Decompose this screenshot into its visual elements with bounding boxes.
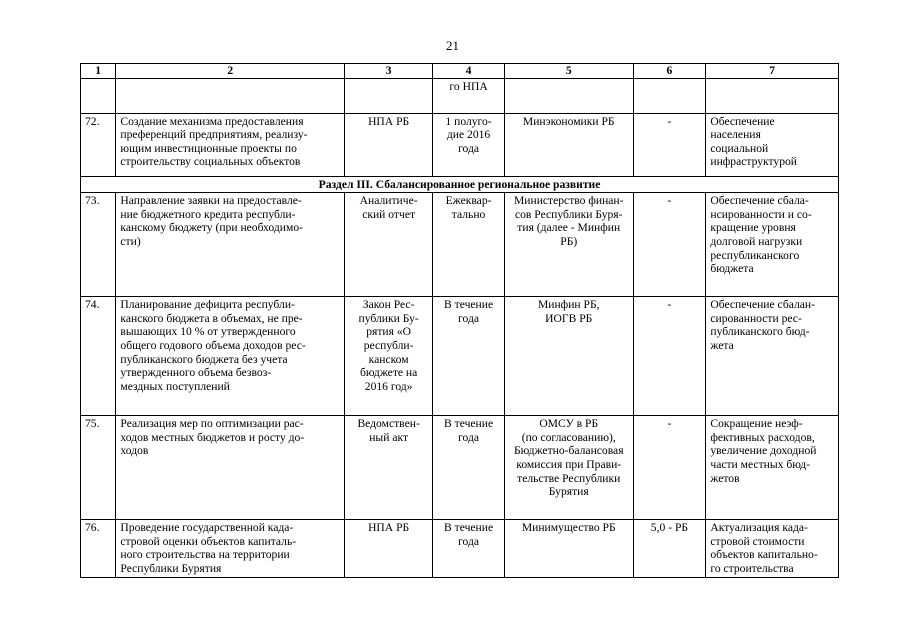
funding-cell: - [633, 416, 706, 520]
column-header: 1 [81, 64, 116, 79]
row-number: 74. [81, 297, 116, 416]
executor-cell: Минэкономики РБ [504, 113, 633, 176]
executor-cell: Минимущество РБ [504, 520, 633, 578]
row-number: 72. [81, 113, 116, 176]
form-cell: Аналитиче- ский отчет [345, 193, 433, 297]
table-row [81, 297, 839, 416]
row-number: 73. [81, 193, 116, 297]
funding-cell: - [633, 113, 706, 176]
column-header: 6 [633, 64, 706, 79]
section-row [81, 176, 839, 193]
page-number: 21 [446, 38, 459, 53]
column-header: 5 [504, 64, 633, 79]
action-cell: Проведение государственной када- стровой оценки объектов капиталь- ного строительства на территории Республики Бурятия [116, 520, 345, 578]
result-cell: Сокращение неэф- фективных расходов, увеличение доходной части местных бюд- жетов [706, 416, 839, 520]
result-cell: Обеспечение населения социальной инфраструктурой [706, 113, 839, 176]
funding-cell: 5,0 - РБ [633, 520, 706, 578]
result-cell: Обеспечение сбалан- сированности рес- публиканского бюд- жета [706, 297, 839, 416]
column-header: 2 [116, 64, 345, 79]
row-number: 75. [81, 416, 116, 520]
term-cell: В течение года [433, 520, 505, 578]
form-cell: НПА РБ [345, 113, 433, 176]
column-header: 4 [433, 64, 505, 79]
column-header: 7 [706, 64, 839, 79]
term-cell: В течение года [433, 297, 505, 416]
form-cell: НПА РБ [345, 520, 433, 578]
funding-cell: - [633, 193, 706, 297]
continuation-row [81, 78, 839, 113]
form-cell: Ведомствен- ный акт [345, 416, 433, 520]
column-header: 3 [345, 64, 433, 79]
row-number: 76. [81, 520, 116, 578]
action-cell: Планирование дефицита республи- канского бюджета в объемах, не пре- вышающих 10 % от утвержденного общего годового объема доходов рес- публиканского бюджета без учета утвержденного объема безвоз- мездных поступлений [116, 297, 345, 416]
form-cell: Закон Рес- публики Бу- рятия «О республи- канском бюджете на 2016 год» [345, 297, 433, 416]
action-cell: Реализация мер по оптимизации рас- ходов местных бюджетов и росту до- ходов [116, 416, 345, 520]
action-cell: Создание механизма предоставления преференций предприятиям, реализу- ющим инвестиционные проекты по строительству социальных объектов [116, 113, 345, 176]
table-row [81, 416, 839, 520]
continuation-text: го НПА [433, 78, 505, 113]
executor-cell: Министерство финан- сов Республики Буря- тия (далее - Минфин РБ) [504, 193, 633, 297]
term-cell: В течение года [433, 416, 505, 520]
section-title: Раздел III. Сбалансированное региональное развитие [81, 176, 839, 193]
plan-table [80, 63, 839, 578]
executor-cell: Минфин РБ, ИОГВ РБ [504, 297, 633, 416]
table-row [81, 520, 839, 578]
funding-cell: - [633, 297, 706, 416]
action-cell: Направление заявки на предоставле- ние бюджетного кредита республи- канскому бюджету (при необходимо- сти) [116, 193, 345, 297]
result-cell: Обеспечение сбала- нсированности и со- кращение уровня долговой нагрузки республиканского бюджета [706, 193, 839, 297]
term-cell: Ежеквар- тально [433, 193, 505, 297]
term-cell: 1 полуго- дие 2016 года [433, 113, 505, 176]
result-cell: Актуализация када- стровой стоимости объектов капитально- го строительства [706, 520, 839, 578]
table-row [81, 193, 839, 297]
executor-cell: ОМСУ в РБ (по согласованию), Бюджетно-балансовая комиссия при Прави- тельстве Республики Бурятия [504, 416, 633, 520]
table-row [81, 113, 839, 176]
column-number-row [81, 64, 839, 79]
